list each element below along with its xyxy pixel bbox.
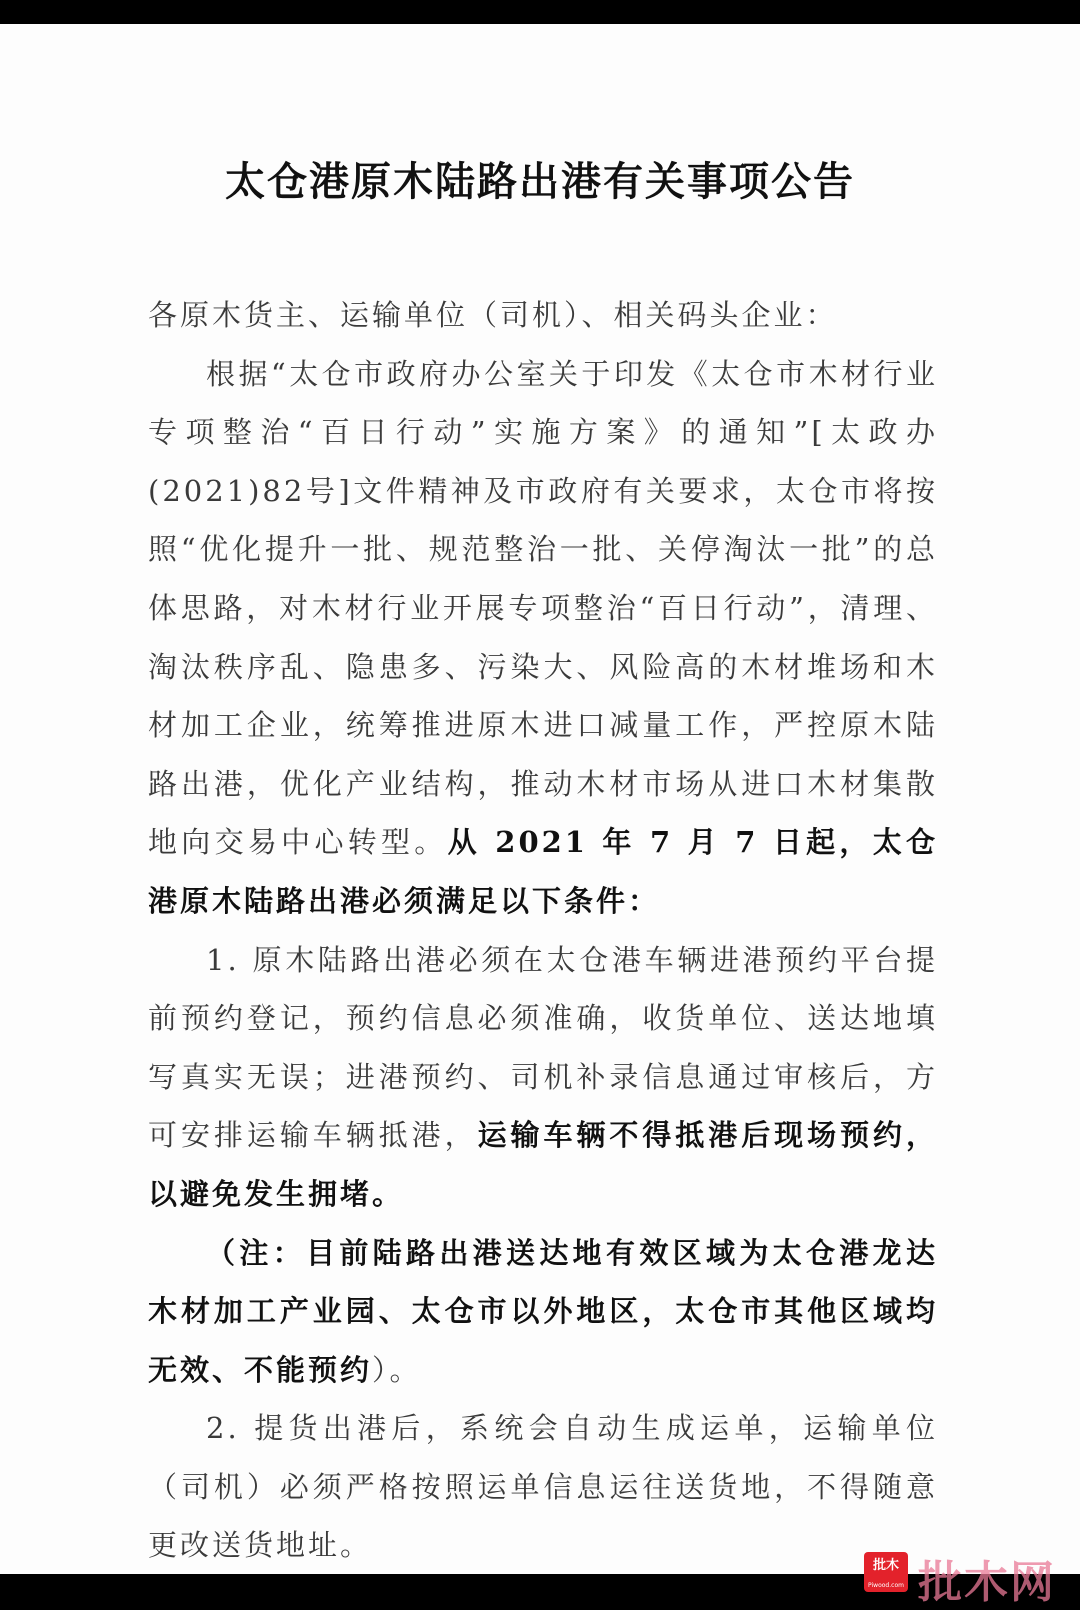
watermark-site-text: 批木网 [918,1557,1056,1608]
document-body [148,286,938,1575]
note [148,1224,938,1400]
item-1 [148,931,938,1224]
watermark [864,1544,1064,1608]
note-end: ）。 [372,1352,422,1387]
watermark-logo-text: 批木 [872,1558,899,1573]
salutation: 各原木货主、运输单位（司机）、相关码头企业： [148,298,838,332]
document-title: 太仓港原木陆路出港有关事项公告 [225,159,855,205]
watermark-logo [864,1552,908,1592]
item-1-emphasis: 运输车辆不得抵港后现场预约，以避免发生拥堵。 [148,1118,938,1211]
paragraph-1-text: 根据“太仓市政府办公室关于印发《太仓市木材行业专项整治“百日行动”实施方案》的通知”[太政办(2021)82号]文件精神及市政府有关要求，太仓市将按照“优化提升一批、规范整治一批、关停淘汰一批”的总体思路，对木材行业开展专项整治“百日行动”，清理、淘汰秩序乱、隐患多、污染大、风险高的木材堆场和木材加工企业，统筹推进原木进口减量工作，严控原木陆路出港，优化产业结构，推动木材市场从进口木材集散地向交易中心转型。 [148,356,938,860]
note-text: （注：目前陆路出港送达地有效区域为太仓港龙达木材加工产业园、太仓市以外地区，太仓市其他区域均无效、不能预约 [148,1235,938,1387]
effective-date-statement: 从 2021 年 7 月 7 日起，太仓港原木陆路出港必须满足以下条件： [148,825,938,918]
top-black-bar [0,0,1080,24]
paragraph-1 [148,345,938,931]
item-2: 2. 提货出港后，系统会自动生成运单，运输单位（司机）必须严格按照运单信息运往送货地，不得随意更改送货地址。 [148,1411,938,1563]
item-1-text: 1. 原木陆路出港必须在太仓港车辆进港预约平台提前预约登记，预约信息必须准确，收货单位、送达地填写真实无误；进港预约、司机补录信息通过审核后，方可安排运输车辆抵港， [148,942,938,1153]
watermark-logo-sub: Piwood.com [868,1582,904,1589]
